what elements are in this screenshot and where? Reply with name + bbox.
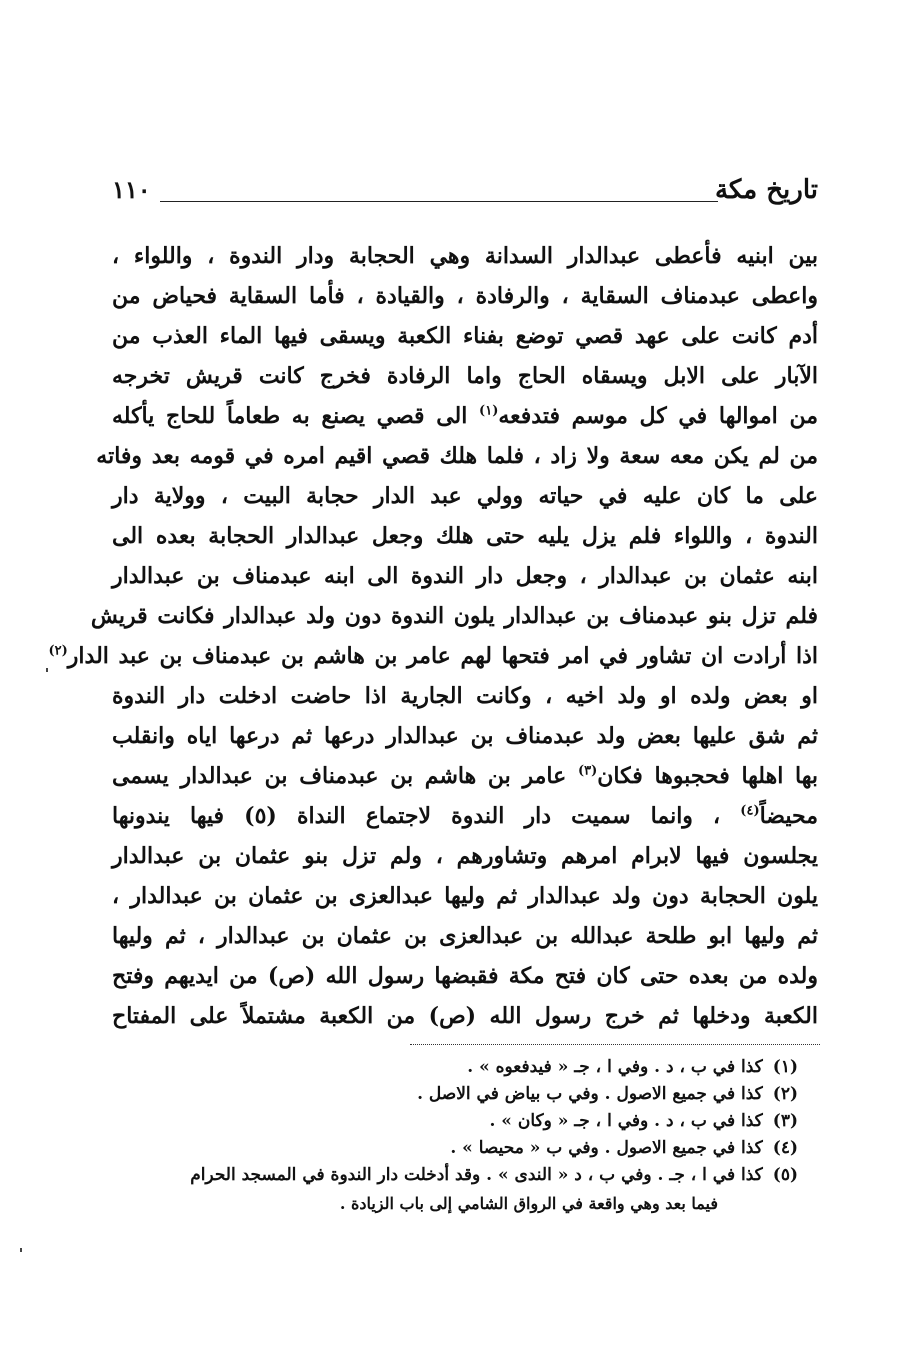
footnote-number: (٤) bbox=[772, 1138, 798, 1158]
text-line bbox=[112, 396, 818, 436]
footnote-5 bbox=[112, 1162, 818, 1189]
text-segment: من اموالها في كل موسم فتدفعه bbox=[498, 403, 818, 429]
text-line: يجلسون فيها لابرام امرهم وتشاورهم ، ولم تزل بنو عثمان بن عبدالدار bbox=[112, 843, 818, 869]
text-line bbox=[48, 636, 818, 676]
scan-speck bbox=[20, 1248, 22, 1252]
text-line: ثم وليها ابو طلحة عبدالله بن عبدالعزى بن عثمان بن عبدالدار ، ثم وليها bbox=[112, 923, 818, 949]
text-line: على ما كان عليه في حياته وولي عبد الدار حجابة البيت ، وولاية دار bbox=[112, 483, 818, 509]
text-line bbox=[112, 756, 818, 796]
footnote-1 bbox=[112, 1054, 818, 1081]
scan-speck bbox=[46, 668, 48, 672]
text-line: من لم يكن معه سعة ولا زاد ، فلما هلك قصي اقيم امره في قومه بعد وفاته bbox=[96, 443, 818, 469]
text-line: ابنه عثمان بن عبدالدار ، وجعل دار الندوة الى ابنه عبدمناف بن عبدالدار bbox=[112, 563, 818, 589]
footnote-number: (١) bbox=[772, 1057, 798, 1077]
body-text bbox=[48, 236, 819, 1036]
footnote-4 bbox=[112, 1135, 818, 1162]
running-header bbox=[112, 172, 818, 212]
text-line: يلون الحجابة دون ولد عبدالدار ثم وليها عبدالعزى بن عثمان بن عبدالدار ، bbox=[112, 883, 818, 909]
text-line: ولده من بعده حتى كان فتح مكة فقبضها رسول الله (ص) من ايديهم وفتح bbox=[112, 963, 818, 989]
footnote-text: كذا في جميع الاصول . وفي ب « محيصا » . bbox=[450, 1138, 763, 1158]
footnote-text: كذا في جميع الاصول . وفي ب بياض في الاصل . bbox=[417, 1084, 763, 1104]
footnote-number: (٣) bbox=[772, 1111, 798, 1131]
text-line bbox=[112, 796, 818, 836]
book-title: تاريخ مكة bbox=[714, 175, 818, 205]
footnote-marker: (١) bbox=[479, 403, 499, 419]
footnote-text: كذا في ب ، د . وفي ا ، جـ « فيدفعوه » . bbox=[467, 1057, 763, 1077]
text-segment: ، وانما سميت دار الندوة لاجتماع النداة (٥) فيها يندونها bbox=[112, 803, 741, 829]
text-segment: الى قصي يصنع به طعاماً للحاج يأكله bbox=[112, 403, 480, 429]
text-line: الآبار على الابل ويسقاه الحاج واما الرفادة فخرج كانت قريش تخرجه bbox=[112, 363, 818, 389]
text-line: الندوة ، واللواء فلم يزل يليه حتى هلك وجعل عبدالدار الحجابة بعده الى bbox=[112, 523, 818, 549]
footnote-marker: (٣) bbox=[577, 763, 598, 779]
text-segment: اذا أرادت ان تشاور في امر فتحها لهم عامر بن هاشم بن عبدمناف بن عبد الدار bbox=[67, 643, 818, 669]
footnote-marker: (٢) bbox=[48, 643, 68, 659]
footnote-number: (٥) bbox=[772, 1165, 798, 1185]
text-segment: بها اهلها فحجبوها فكان bbox=[597, 763, 818, 789]
footnote-5-continuation: فيما بعد وهي واقعة في الرواق الشامي إلى باب الزيادة . bbox=[339, 1194, 718, 1213]
header-rule bbox=[160, 201, 718, 202]
footnote-text: كذا في ب ، د . وفي ا ، جـ « وكان » . bbox=[489, 1111, 763, 1131]
footnote-number: (٢) bbox=[772, 1084, 798, 1104]
footnote-text: كذا في ا ، جـ . وفي ب ، د « الندى » . وقد أدخلت دار الندوة في المسجد الحرام bbox=[190, 1165, 763, 1185]
footnote-marker: (٤) bbox=[740, 803, 760, 819]
text-line: الكعبة ودخلها ثم خرج رسول الله (ص) من الكعبة مشتملاً على المفتاح bbox=[112, 1003, 818, 1029]
footnotes bbox=[112, 1054, 818, 1219]
text-line: بين ابنيه فأعطى عبدالدار السدانة وهي الحجابة ودار الندوة ، واللواء ، bbox=[112, 243, 819, 269]
text-line: او بعض ولده او ولد اخيه ، وكانت الجارية اذا حاضت ادخلت دار الندوة bbox=[112, 683, 818, 709]
text-line: واعطى عبدمناف السقاية ، والرفادة ، والقيادة ، فأما السقاية فحياض من bbox=[112, 283, 818, 309]
page-number: ١١٠ bbox=[112, 175, 151, 204]
footnote-separator bbox=[410, 1044, 820, 1045]
text-line: ثم شق عليها بعض ولد عبدمناف بن عبدالدار درعها ثم درعها اياه وانقلب bbox=[112, 723, 818, 749]
footnote-3 bbox=[112, 1108, 818, 1135]
text-line: فلم تزل بنو عبدمناف بن عبدالدار يلون الندوة دون ولد عبدالدار فكانت قريش bbox=[90, 603, 818, 629]
text-segment: عامر بن هاشم بن عبدمناف بن عبدالدار يسمى bbox=[112, 763, 578, 789]
text-line: أدم كانت على عهد قصي توضع بفناء الكعبة ويسقى فيها الماء العذب من bbox=[112, 323, 818, 349]
footnote-2 bbox=[112, 1081, 818, 1108]
text-segment: محيضاً bbox=[759, 803, 818, 829]
